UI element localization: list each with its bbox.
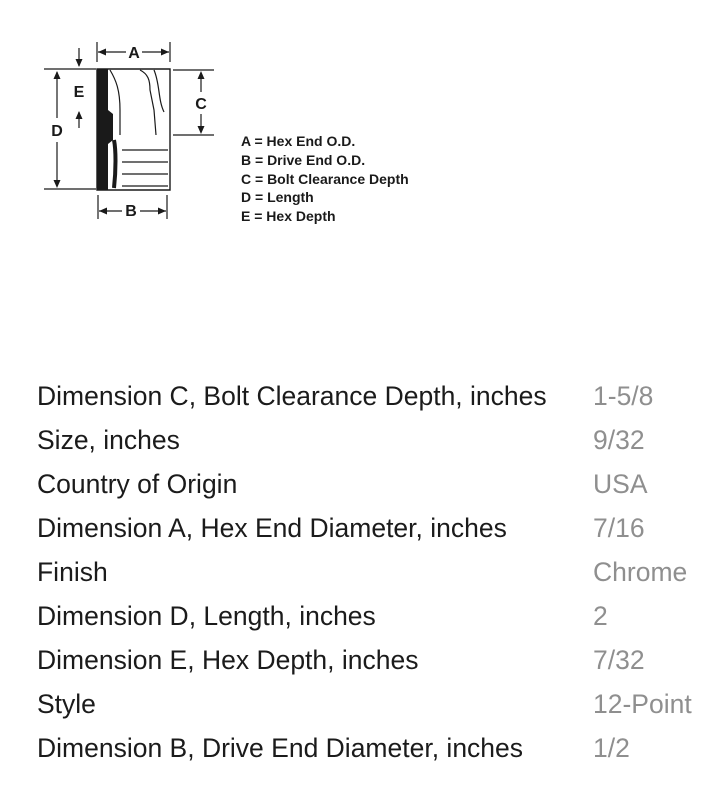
spec-row — [37, 418, 717, 462]
dimension-legend — [241, 132, 409, 226]
spec-value: 12-Point — [593, 688, 692, 719]
spec-value: 1-5/8 — [593, 380, 654, 411]
dim-label-e: E — [73, 84, 85, 101]
spec-value: 1/2 — [593, 732, 630, 763]
legend-item-e: E = Hex Depth — [241, 208, 336, 225]
dim-label-b: B — [125, 203, 137, 220]
specifications-table — [37, 374, 717, 770]
spec-row — [37, 374, 717, 418]
spec-value: 7/32 — [593, 644, 645, 675]
spec-row — [37, 638, 717, 682]
spec-row — [37, 550, 717, 594]
spec-value: 7/16 — [593, 512, 645, 543]
spec-label: Dimension B, Drive End Diameter, inches — [37, 732, 524, 763]
spec-row — [37, 462, 717, 506]
spec-label: Size, inches — [37, 424, 180, 455]
spec-label: Dimension C, Bolt Clearance Depth, inches — [37, 380, 547, 411]
spec-label: Dimension D, Length, inches — [37, 600, 376, 631]
spec-row — [37, 726, 717, 770]
legend-item-b: B = Drive End O.D. — [241, 151, 366, 168]
dim-label-d: D — [51, 123, 63, 140]
spec-label: Country of Origin — [37, 468, 238, 499]
legend-item-a: A = Hex End O.D. — [241, 133, 356, 149]
spec-label: Dimension E, Hex Depth, inches — [37, 644, 419, 675]
spec-label: Dimension A, Hex End Diameter, inches — [37, 512, 507, 543]
spec-label: Style — [37, 688, 96, 719]
spec-value: Chrome — [593, 556, 688, 587]
dim-label-a: A — [128, 45, 140, 62]
spec-row — [37, 506, 717, 550]
spec-label: Finish — [37, 556, 108, 587]
spec-row — [37, 594, 717, 638]
legend-item-d: D = Length — [241, 189, 314, 206]
spec-value: 9/32 — [593, 424, 645, 455]
spec-value: 2 — [593, 600, 608, 631]
spec-value: USA — [593, 468, 648, 499]
dim-label-c: C — [195, 96, 207, 113]
legend-item-c: C = Bolt Clearance Depth — [241, 170, 409, 187]
spec-row — [37, 682, 717, 726]
